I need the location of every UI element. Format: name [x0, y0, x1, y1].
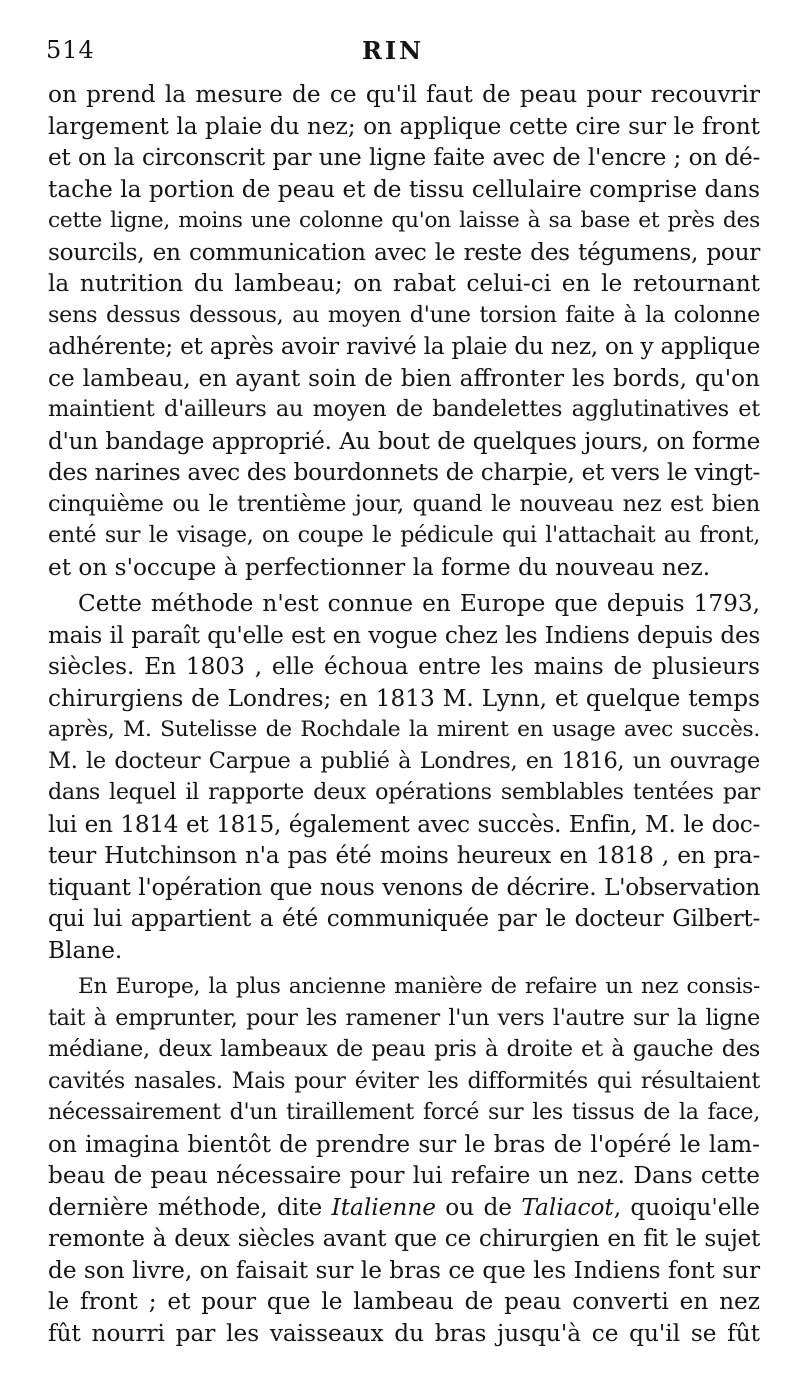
text-line: maintient d'ailleurs au moyen de bandelettes agglutinatives et: [48, 396, 760, 422]
text-line: on prend la mesure de ce qu'il faut de peau pour recouvrir: [48, 81, 760, 108]
text-line: tache la portion de peau et de tissu cellulaire comprise dans: [48, 175, 760, 203]
body-text: [48, 79, 760, 1354]
text-line: mais il paraît qu'elle est en vogue chez les Indiens depuis des: [48, 621, 760, 649]
text-line: médiane, deux lambeaux de peau pris à droite et à gauche des: [48, 1036, 760, 1062]
text-line: sens dessus dessous, au moyen d'une torsion faite à la colonne: [48, 301, 760, 328]
text-line: cavités nasales. Mais pour éviter les difformités qui résultaient: [48, 1067, 760, 1094]
running-head: RIN: [361, 36, 425, 65]
text-line: adhérente; et après avoir ravivé la plaie du nez, on y applique: [48, 333, 760, 360]
text-line: fût nourri par les vaisseaux du bras jusqu'à ce qu'il se fût: [48, 1319, 760, 1347]
text-line: Blane.: [48, 936, 123, 964]
text-line: dans lequel il rapporte deux opérations semblables tentées par: [48, 779, 760, 805]
page-header: [46, 36, 740, 80]
text-line: cette ligne, moins une colonne qu'on laisse à sa base et près des: [48, 208, 760, 233]
text-line: la nutrition du lambeau; on rabat celui-ci en le retournant: [48, 270, 760, 297]
text-line: beau de peau nécessaire pour lui refaire un nez. Dans cette: [48, 1162, 760, 1189]
text-line: Cette méthode n'est connue en Europe que depuis 1793,: [78, 590, 760, 617]
page-number: 514: [46, 36, 95, 64]
text-line: En Europe, la plus ancienne manière de refaire un nez consis-: [78, 974, 760, 999]
paragraph-1: [48, 79, 760, 583]
text-line: largement la plaie du nez; on applique cette cire sur le front: [48, 112, 760, 140]
text-line: d'un bandage approprié. Au bout de quelques jours, on forme: [48, 427, 760, 455]
paragraph-3: [48, 971, 760, 1349]
text-line: chirurgiens de Londres; en 1813 M. Lynn, et quelque temps: [48, 684, 760, 712]
text-line: teur Hutchinson n'a pas été moins heureux en 1818 , en pra-: [48, 842, 760, 869]
text-line: on imagina bientôt de prendre sur le bras de l'opéré le lam-: [48, 1130, 760, 1158]
text-line: remonte à deux siècles avant que ce chirurgien en fit le sujet: [48, 1225, 760, 1252]
text-line: ce lambeau, en ayant soin de bien affronter les bords, qu'on: [48, 364, 760, 392]
text-line: enté sur le visage, on coupe le pédicule qui l'attachait au front,: [48, 522, 760, 548]
paragraph-2: [48, 588, 760, 966]
text-line: tiquant l'opération que nous venons de décrire. L'observation: [48, 873, 760, 901]
text-line: après, M. Sutelisse de Rochdale la mirent en usage avec succès.: [48, 717, 760, 742]
text-line: siècles. En 1803 , elle échoua entre les mains de plusieurs: [48, 653, 760, 680]
text-line: lui en 1814 et 1815, également avec succès. Enfin, M. le doc-: [48, 810, 760, 838]
text-line: dernière méthode, dite Italienne ou de Taliacot, quoiqu'elle: [48, 1193, 760, 1221]
text-line: le front ; et pour que le lambeau de peau converti en nez: [48, 1288, 760, 1315]
text-line: cinquième ou le trentième jour, quand le nouveau nez est bien: [48, 490, 760, 517]
text-line: de son livre, on faisait sur le bras ce que les Indiens font sur: [48, 1256, 761, 1284]
text-line: des narines avec des bourdonnets de charpie, et vers le vingt-: [48, 459, 761, 486]
text-line: tait à emprunter, pour les ramener l'un vers l'autre sur la ligne: [48, 1004, 760, 1031]
text-line: qui lui appartient a été communiquée par le docteur Gilbert-: [48, 905, 760, 932]
text-line: et on la circonscrit par une ligne faite avec de l'encre ; on dé-: [48, 144, 760, 171]
text-line: nécessairement d'un tiraillement forcé sur les tissus de la face,: [48, 1099, 760, 1125]
text-line: et on s'occupe à perfectionner la forme du nouveau nez.: [48, 553, 711, 581]
text-line: M. le docteur Carpue a publié à Londres, en 1816, un ouvrage: [48, 747, 760, 774]
text-line: sourcils, en communication avec le reste des tégumens, pour: [48, 238, 760, 266]
